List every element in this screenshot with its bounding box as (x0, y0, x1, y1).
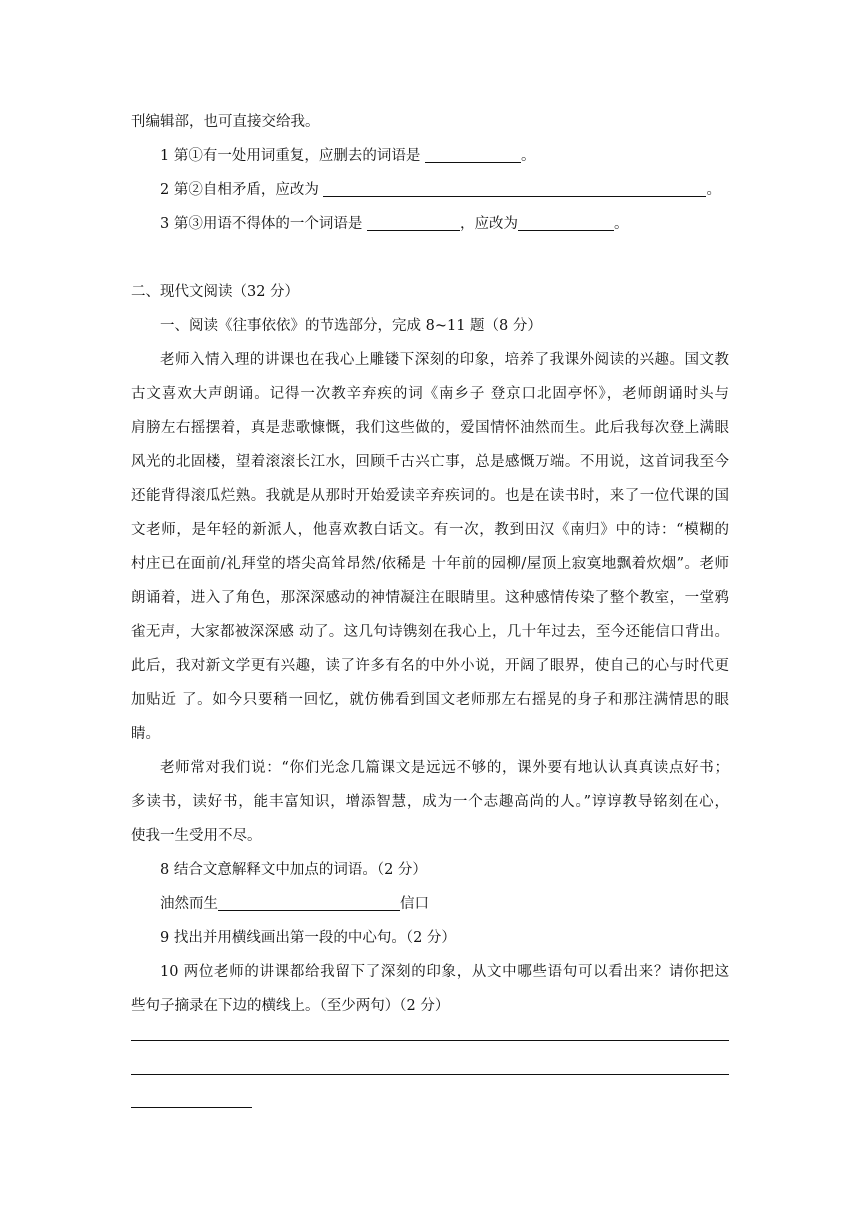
question-1 (160, 146, 535, 166)
answer-blank-8[interactable] (218, 894, 400, 911)
answer-blank-2[interactable] (323, 180, 706, 197)
answer-line-short[interactable] (131, 1107, 252, 1108)
question-3-text: 3 第③用语不得体的一个词语是 (160, 216, 367, 232)
answer-blank-3b[interactable] (518, 214, 614, 231)
passage-line: 睛。 (131, 726, 160, 742)
answer-line[interactable] (131, 1040, 729, 1041)
answer-blank-3a[interactable] (367, 214, 460, 231)
question-3 (160, 214, 628, 234)
question-8-words (160, 894, 429, 914)
question-2-end: 。 (706, 182, 721, 198)
question-10-line: 些句子摘录在下边的横线上。（至少两句）（2 分） (131, 998, 450, 1014)
passage-line: 朗诵着，进入了角色，那深深感动的神情凝注在眼睛里。这种感情传染了整个教室，一堂鸦 (131, 590, 729, 606)
question-8: 8 结合文意解释文中加点的词语。（2 分） (160, 862, 427, 878)
passage-line: 肩膀左右摇摆着，真是悲歌慷慨，我们这些做的，爱国情怀油然而生。此后我每次登上满眼 (131, 420, 729, 436)
word-youranersheng: 油然而生 (160, 896, 218, 912)
question-1-end: 。 (520, 148, 536, 164)
passage-line: 风光的北固楼，望着滚滚长江水，回顾千古兴亡事，总是感慨万端。不用说，这首词我至今 (131, 454, 729, 470)
word-xinkou: 信口 (400, 896, 429, 912)
passage-line: 使我一生受用不尽。 (131, 828, 262, 844)
passage-line: 村庄已在面前/礼拜堂的塔尖高耸昂然/依稀是 十年前的园柳/屋顶上寂寞地飘着炊烟”。老师 (131, 556, 729, 572)
subsection-title: 一、阅读《往事依依》的节选部分，完成 8~11 题（8 分） (160, 318, 542, 334)
passage-line: 此后，我对新文学更有兴趣，读了许多有名的中外小说，开阔了眼界，使自己的心与时代更 (131, 658, 729, 674)
passage-line: 老师常对我们说：“你们光念几篇课文是远远不够的，课外要有地认认真真读点好书； (160, 760, 729, 776)
question-3-end: 。 (613, 216, 629, 232)
passage-line: 加贴近 了。如今只要稍一回忆，就仿佛看到国文老师那左右摇晃的身子和那注满情思的眼 (131, 692, 729, 708)
answer-blank-1[interactable] (425, 146, 521, 163)
passage-line: 文老师，是年轻的新派人，他喜欢教白话文。有一次，教到田汉《南归》中的诗：“模糊的 (131, 522, 729, 538)
answer-line[interactable] (131, 1074, 729, 1075)
question-10-line: 10 两位老师的讲课都给我留下了深刻的印象，从文中哪些语句可以看出来？请你把这 (160, 964, 729, 980)
question-3-middle: ，应改为 (459, 216, 518, 232)
passage-line: 还能背得滚瓜烂熟。我就是从那时开始爱读辛弃疾词的。也是在读书时，来了一位代课的国 (131, 488, 729, 504)
continued-text-line: 刊编辑部，也可直接交给我。 (131, 114, 320, 130)
passage-line: 老师入情入理的讲课也在我心上雕镂下深刻的印象，培养了我课外阅读的兴趣。国文教 (160, 352, 729, 368)
question-1-text: 1 第①有一处用词重复，应删去的词语是 (160, 148, 425, 164)
section-title: 二、现代文阅读（32 分） (131, 284, 300, 300)
passage-line: 多读书，读好书，能丰富知识，增添智慧，成为一个志趣高尚的人。”谆谆教导铭刻在心， (131, 794, 729, 810)
passage-line: 古文喜欢大声朗诵。记得一次教辛弃疾的词《南乡子 登京口北固亭怀》，老师朗诵时头与 (131, 386, 729, 402)
question-2-text: 2 第②自相矛盾，应改为 (160, 182, 324, 198)
question-9: 9 找出并用横线画出第一段的中心句。（2 分） (160, 930, 456, 946)
question-2 (160, 180, 721, 200)
passage-line: 雀无声，大家都被深深感 动了。这几句诗镌刻在我心上，几十年过去，至今还能信口背出。 (131, 624, 729, 640)
